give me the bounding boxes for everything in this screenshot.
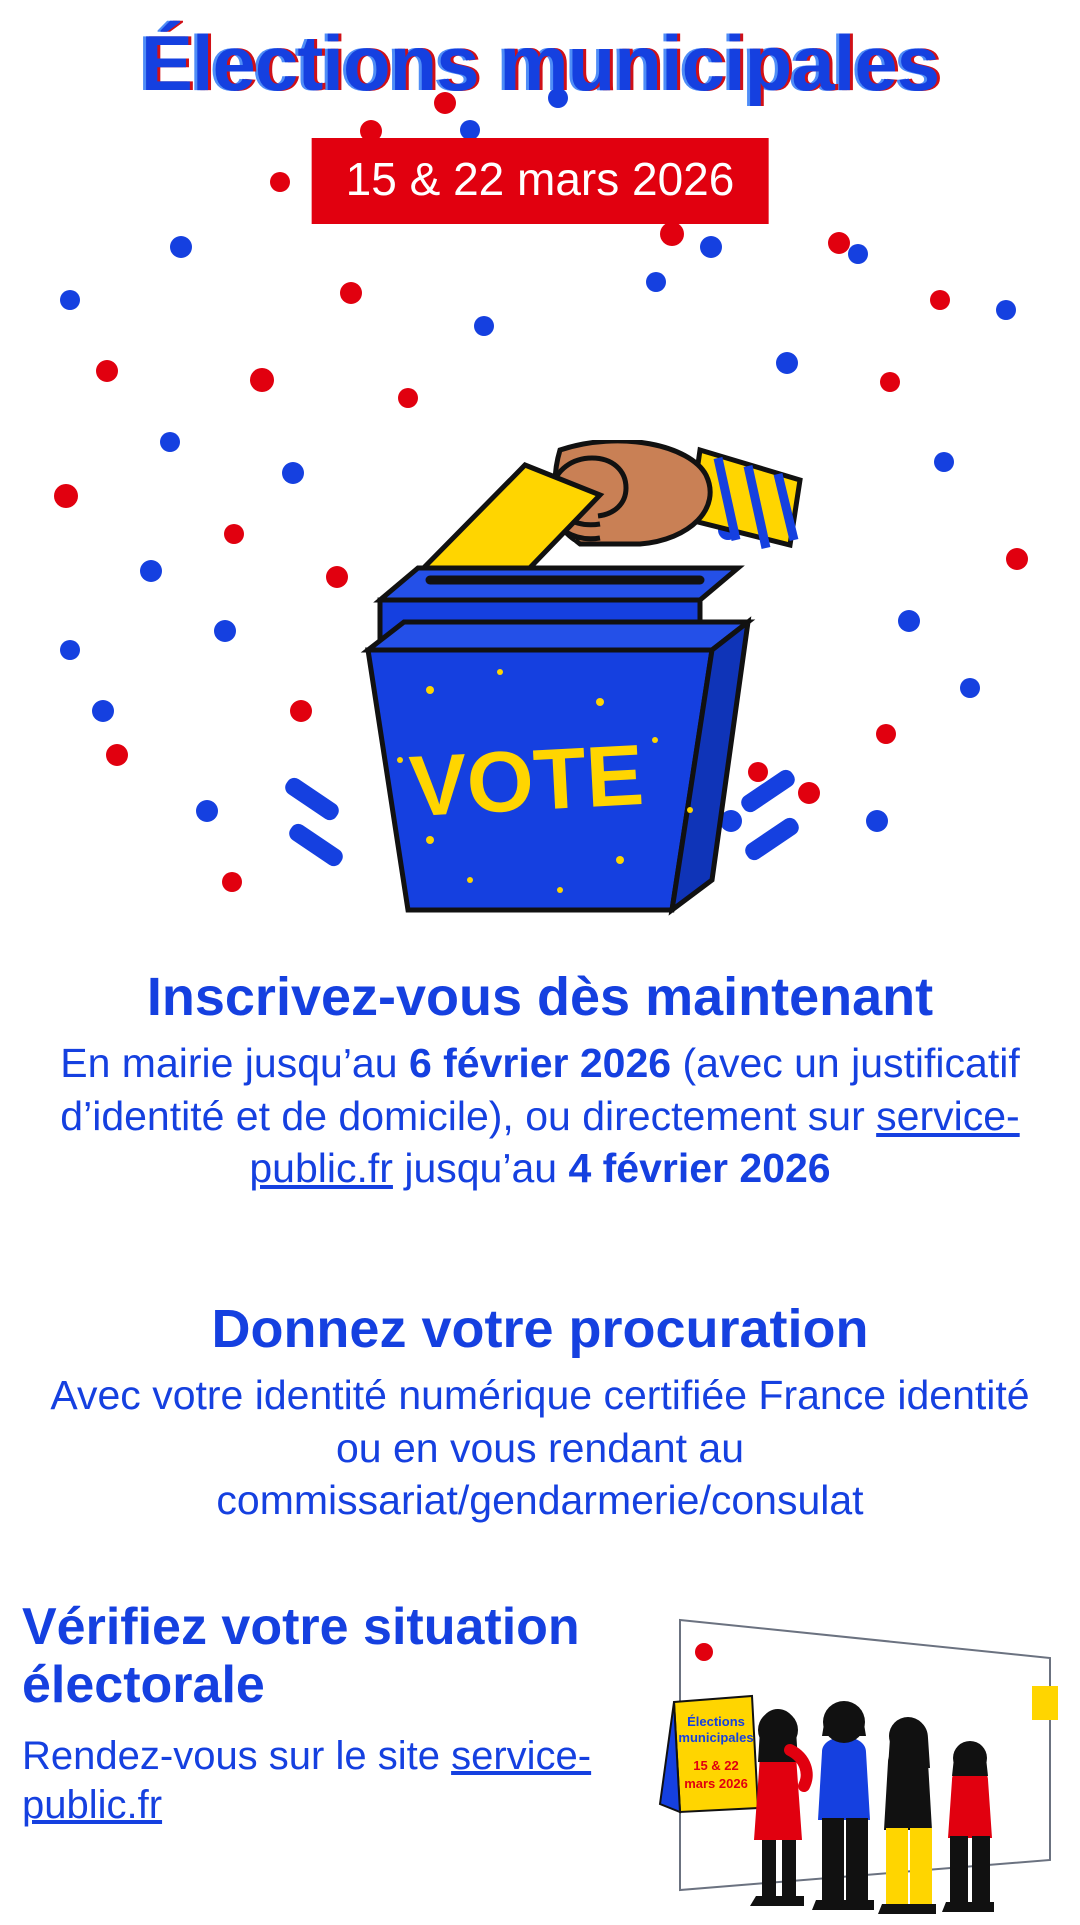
inscription-line2-post: jusqu’au <box>392 1145 569 1192</box>
inscription-line1-post: (avec un justificatif d’identité et de domicile), ou directement sur <box>60 1040 1020 1139</box>
service-public-link-1[interactable]: service-public.fr <box>249 1092 1020 1192</box>
mini-poster-line1: Élections <box>687 1714 745 1729</box>
date-badge: 15 & 22 mars 2026 <box>312 138 769 224</box>
section-procuration-body: Avec votre identité numérique certifiée France identité ou en vous rendant au commissariat/gendarmerie/consulat <box>50 1372 1030 1524</box>
page-title: Élections municipales <box>140 19 940 107</box>
svg-text:VOTE: VOTE <box>407 726 646 836</box>
section-inscription-body <box>40 1037 1040 1194</box>
ballot-box-illustration <box>0 440 1080 970</box>
section-inscription-heading: Inscrivez-vous dès maintenant <box>146 967 934 1027</box>
section-procuration <box>40 1300 1040 1527</box>
service-public-link-2[interactable]: service-public.fr <box>22 1734 592 1828</box>
inscription-line1-pre: En mairie jusqu’au <box>60 1040 409 1087</box>
crowd-illustration <box>640 1590 1060 1920</box>
mini-poster-line3: 15 & 22 <box>693 1758 739 1773</box>
inscription-deadline-mairie: 6 février 2026 <box>408 1040 672 1087</box>
section-verification <box>22 1598 622 1830</box>
section-procuration-heading: Donnez votre procuration <box>211 1299 869 1359</box>
section-verification-body <box>22 1732 622 1830</box>
section-verification-heading: Vérifiez votre situation électorale <box>22 1598 580 1715</box>
mini-poster-line4: mars 2026 <box>684 1776 748 1791</box>
inscription-deadline-online: 4 février 2026 <box>568 1145 831 1192</box>
verification-body-pre: Rendez-vous sur le site <box>22 1734 452 1779</box>
section-inscription <box>40 968 1040 1195</box>
mini-poster-line2: municipales <box>678 1730 754 1745</box>
